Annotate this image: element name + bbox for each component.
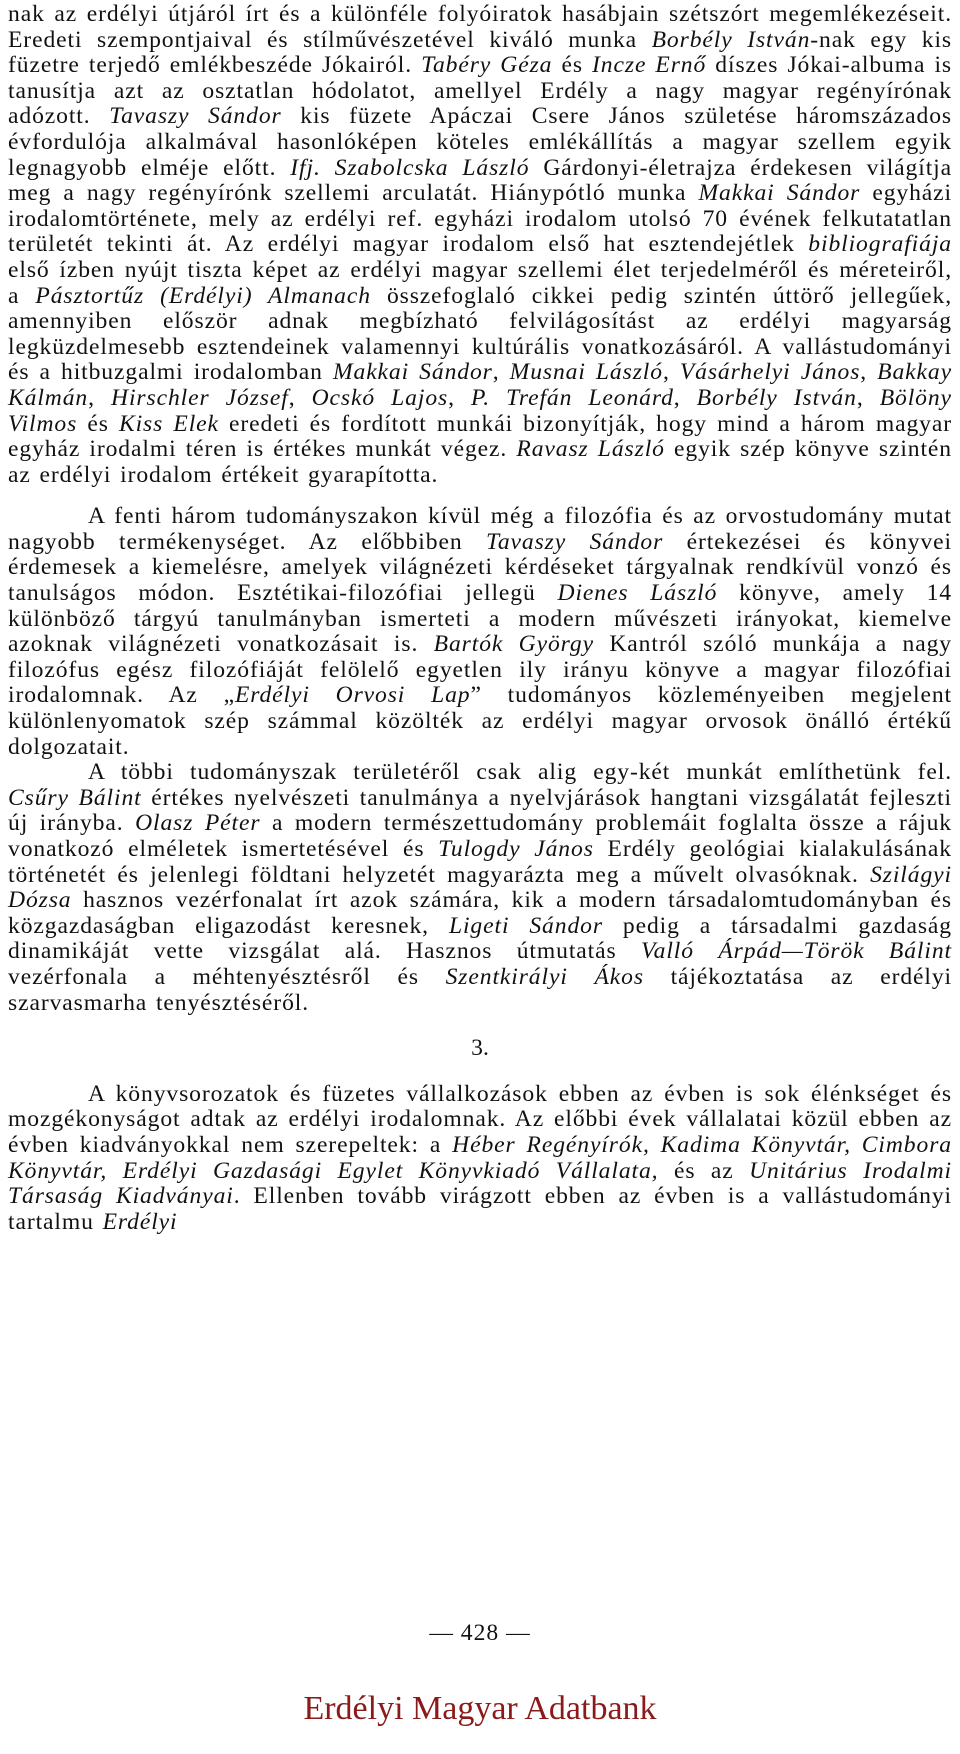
text-run: nak az erdélyi útjáról írt és a különféle folyóiratok hasábjain szétszórt megemlékezéseit. Eredeti szempontjaival és stílművészetével kiváló munka [8, 1, 952, 53]
italic-name: Erdélyi Orvosi Lap [234, 682, 471, 709]
text-run: , [673, 384, 697, 411]
paragraph-1 [8, 2, 952, 488]
italic-name: P. Trefán Leonárd [471, 384, 674, 411]
italic-name: Tavaszy Sándor [485, 528, 664, 555]
page-number: — 428 — [429, 1620, 531, 1646]
italic-name: Tavaszy Sándor [109, 103, 282, 130]
text-run: és [77, 410, 119, 437]
text-run: ” tudományos közleményeiben megjelent különlenyomatok szép számmal közölték az erdélyi magyar orvosok önálló értékű dolgozatait. [8, 682, 952, 760]
text-run: -nak egy kis füzetre terjedő emlékbeszéde Jókairól. [8, 26, 952, 79]
text-run: , [860, 359, 878, 386]
text-run: , [88, 384, 112, 411]
italic-name: Unitárius Irodalmi Társaság Kiadványai [8, 1157, 953, 1210]
italic-name: Bartók György [433, 631, 594, 658]
text-run: értekezései és könyvei érdemesek a kiemelésre, amelyek világnézeti kérdéseket tárgyalnak rendkívül vonzó és tanulságos módon. Esztétikai-filozófiai jellegü [8, 528, 952, 607]
text-run: A fenti három tudományszakon kívül még a filozófia és az orvostudomány mutat nagyobb termékenységet. Az előbbiben [8, 503, 952, 555]
text-run: a modern természettudomány problemáit foglalta össze a rájuk vonatkozó elméletek ismertetésével és [8, 810, 952, 862]
italic-name: Bakkay Kálmán [8, 359, 952, 411]
italic-name: Makkai Sándor [332, 359, 493, 386]
italic-name: Héber Regényírók, Kadima Könyvtár, Cimbora Könyvtár, Erdélyi Gazdasági Egylet Könyvkiadó Vállalata, [8, 1131, 952, 1184]
italic-name: Hirschler József [111, 384, 289, 411]
italic-name: Valló Árpád—Török Bálint [640, 938, 952, 965]
text-run: , [288, 384, 312, 411]
paragraph-3 [8, 760, 952, 1016]
text-run: díszes Jókai-albuma is tanusítja azt az osztatlan hódolatot, amellyel Erdély a nagy magyar regényírónak adózott. [8, 52, 952, 130]
paragraph-2 [8, 504, 952, 760]
text-run: és az [658, 1157, 750, 1184]
italic-name: Kiss Elek [118, 410, 219, 437]
italic-name: Makkai Sándor [698, 180, 861, 207]
italic-name: Ravasz László [516, 436, 665, 463]
italic-name: Ocskó Lajos [311, 384, 449, 411]
italic-name: Musnai László [509, 359, 663, 386]
text-run: pedig a társadalmi gazdaság dinamikáját vette vizsgálat alá. Hasznos útmutatás [8, 912, 952, 965]
text-run: értékes nyelvészeti tanulmánya a nyelvjárások hangtani vizsgálatát fejleszti új irányba. [8, 784, 952, 837]
text-run: vezérfonala a méhtenyésztésről és [8, 963, 446, 990]
italic-name: Bölöny Vilmos [8, 384, 952, 437]
italic-name: Incze Ernő [592, 52, 707, 79]
section-number: 3. [471, 1035, 489, 1062]
italic-name: Szilágyi Dózsa [8, 861, 952, 914]
text-run: egyházi irodalomtörténete, mely az erdélyi ref. egyházi irodalom utolsó 70 évének felkutatatlan területét tekinti át. Az erdélyi magyar irodalom első hat esztendejétlek [8, 180, 953, 258]
text-run: A könyvsorozatok és füzetes vállalkozások ebben az évben is sok élénkséget és mozgékonyságot adtak az erdélyi irodalomnak. Az előbbi évek vállalatai közül ebben az évben kiadványokkal nem szerepeltek: a [8, 1080, 952, 1158]
text-run: hasznos vezérfonalat írt azok számára, kik a modern társadalomtudományban és közgazdaságban eligazodást keresnek, [8, 887, 952, 939]
italic-name: Vásárhelyi János [679, 359, 861, 386]
text-run: Kantról szóló munkája a nagy filozófus egész filozófiáját felölelő egyetlen ily irányu könyve a magyar filozófiai irodalomnak. Az „ [8, 631, 952, 709]
italic-name: Tabéry Géza [421, 52, 553, 79]
italic-name: Dienes László [557, 580, 718, 607]
italic-name: Csűry Bálint [8, 784, 142, 811]
text-run: , [492, 359, 510, 386]
paragraph-gap [8, 488, 952, 504]
text-run: Erdély geológiai kialakulásának történetét és jelenlegi földtani helyzetét magyarázta meg a művelt olvasóknak. [8, 836, 952, 888]
text-run: egyik szép könyve szintén az erdélyi irodalom értékeit gyarapította. [8, 436, 953, 488]
italic-name: Ligeti Sándor [448, 912, 603, 939]
text-run: eredeti és fordított munkái bizonyítják, hogy mind a három magyar egyház irodalmi téren is értékes munkát végez. [8, 410, 952, 463]
italic-name: Ifj. Szabolcska László [290, 154, 530, 181]
italic-name: Pásztortűz (Erdélyi) Almanach [35, 282, 371, 309]
text-run: és [552, 52, 593, 79]
text-run: első ízben nyújt tiszta képet az erdélyi magyar szellemi élet terjedelméről és méreteiről, a [8, 256, 952, 309]
text-run: Gárdonyi-életrajza érdekesen világítja meg a nagy regényírónk szellemi arculatát. Hiánypótló munka [8, 154, 952, 207]
italic-name: Szentkirályi Ákos [445, 963, 644, 990]
text-run: könyve, amely 14 különböző tárgyú tanulmányban ismerteti a modern művészeti irányokat, kiemelve azoknak világnézeti vonatkozásait is. [8, 580, 952, 658]
italic-name: Olasz Péter [135, 810, 261, 837]
italic-name: Borbély István [651, 26, 811, 53]
text-run: kis füzete Apáczai Csere János születése háromszázados évfordulója alkalmával hasonlóképen köteles emlékállítás a magyar szellem egyik legnagyobb elméje előtt. [8, 103, 953, 181]
text-run: . Ellenben tovább virágzott ebben az évben is a vallástudományi tartalmu [8, 1183, 952, 1235]
italic-name: Erdélyi [102, 1208, 178, 1235]
text-run: , [448, 384, 471, 411]
italic-name: Tulogdy János [438, 836, 594, 862]
paragraph-4 [8, 1082, 952, 1236]
text-run: , [662, 359, 680, 386]
text-run: összefoglaló cikkei pedig szintén úttörő jellegűek, amennyiben először adnak megbízható felvilágosítást az erdélyi magyarság legküzdelmesebb esztendeinek valamennyi kultúrális vonatkozásáról. A vallástudományi és a hitbuzgalmi irodalomban [8, 282, 953, 386]
italic-name: Borbély István [696, 384, 857, 411]
footer-brand-link[interactable]: Erdélyi Magyar Adatbank [303, 1690, 657, 1727]
text-run: , [856, 384, 880, 411]
text-run: tájékoztatása az erdélyi szarvasmarha tenyésztéséről. [8, 963, 952, 1016]
text-run: A többi tudományszak területéről csak alig egy-két munkát említhetünk fel. [88, 759, 952, 786]
italic-name: bibliografiája [808, 231, 952, 258]
